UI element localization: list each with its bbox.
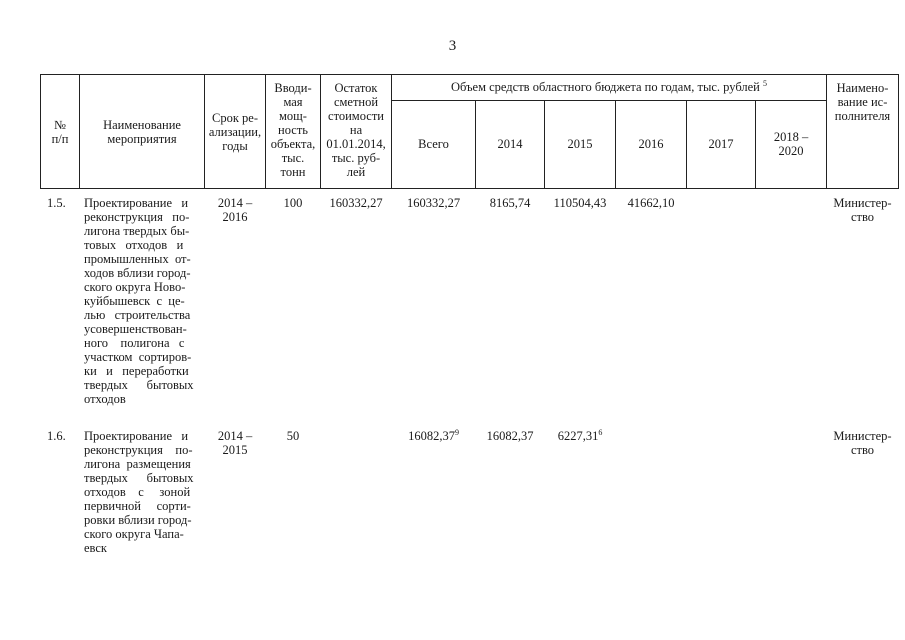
row-name-line: лью строительства xyxy=(84,308,191,322)
row-2014: 16082,37 xyxy=(486,429,534,443)
row-total xyxy=(392,429,475,443)
row-name-line: евск xyxy=(84,541,107,555)
header-2015: 2015 xyxy=(567,137,593,151)
header-budget-group xyxy=(392,80,826,94)
row-name-line: куйбышевск с це- xyxy=(84,294,185,308)
row-name-line: ного полигона с xyxy=(84,336,185,350)
row-name-line: лигона твердых бы- xyxy=(84,224,190,238)
row-executor: Министер- ство xyxy=(833,429,892,457)
row-num: 1.6. xyxy=(47,429,66,443)
row-name-line: отходов с зоной xyxy=(84,485,191,499)
header-term: Срок ре- ализации, годы xyxy=(208,111,262,153)
row-name-line: ходов вблизи город- xyxy=(84,266,191,280)
row-name xyxy=(84,196,202,406)
header-num: № п/п xyxy=(51,118,69,146)
row-2014: 8165,74 xyxy=(489,196,531,210)
row-capacity: 100 xyxy=(283,196,303,210)
row-name-line: промышленных от- xyxy=(84,252,191,266)
row-name-line: ки и переработки xyxy=(84,364,189,378)
row-name-line: Проектирование и xyxy=(84,196,189,210)
row-2015-value: 6227,31 xyxy=(557,429,599,443)
row-name-line: первичной сорти- xyxy=(84,499,191,513)
header-name: Наименование мероприятия xyxy=(103,118,181,146)
row-name-line: ровки вблизи город- xyxy=(84,513,192,527)
row-term: 2014 – 2015 xyxy=(217,429,253,457)
header-capacity: Вводи- мая мощ- ность объекта, тыс. тонн xyxy=(270,81,316,179)
header-total: Всего xyxy=(418,137,449,151)
row-name-line: отходов xyxy=(84,392,126,406)
row-total-footnote: 9 xyxy=(454,427,459,437)
row-2015: 110504,43 xyxy=(553,196,607,210)
header-2014: 2014 xyxy=(497,137,523,151)
row-name-line: усовершенствован- xyxy=(84,322,187,336)
row-remainder: 160332,27 xyxy=(329,196,383,210)
row-2015 xyxy=(545,429,615,443)
header-executor: Наимено- вание ис- полнителя xyxy=(834,81,891,123)
row-name-line: участком сортиров- xyxy=(84,350,192,364)
header-2017: 2017 xyxy=(708,137,734,151)
row-name-line: твердых бытовых xyxy=(84,378,194,392)
budget-group-label: Объем средств областного бюджета по годам, тыс. рублей xyxy=(451,80,760,94)
row-term: 2014 – 2016 xyxy=(217,196,253,224)
row-name-line: лигона размещения xyxy=(84,457,191,471)
row-name-line: товых отходов и xyxy=(84,238,184,252)
row-name-line: твердых бытовых xyxy=(84,471,194,485)
row-name xyxy=(84,429,202,555)
row-total-value: 16082,37 xyxy=(408,429,455,443)
row-name-line: ского округа Ново- xyxy=(84,280,186,294)
header-remainder: Остаток сметной стоимости на 01.01.2014, тыс. руб- лей xyxy=(326,81,386,179)
row-executor: Министер- ство xyxy=(833,196,892,224)
page-number: 3 xyxy=(448,38,457,54)
header-2018-2020: 2018 – 2020 xyxy=(773,130,809,158)
row-capacity: 50 xyxy=(286,429,300,443)
row-name-line: реконструкция по- xyxy=(84,210,190,224)
row-num: 1.5. xyxy=(47,196,66,210)
row-total: 160332,27 xyxy=(406,196,461,210)
row-name-line: реконструкция по- xyxy=(84,443,193,457)
header-2016: 2016 xyxy=(638,137,664,151)
row-2016: 41662,10 xyxy=(627,196,675,210)
row-2015-footnote: 6 xyxy=(598,427,603,437)
row-name-line: Проектирование и xyxy=(84,429,189,443)
budget-group-footnote: 5 xyxy=(762,78,767,88)
row-name-line: ского округа Чапа- xyxy=(84,527,184,541)
